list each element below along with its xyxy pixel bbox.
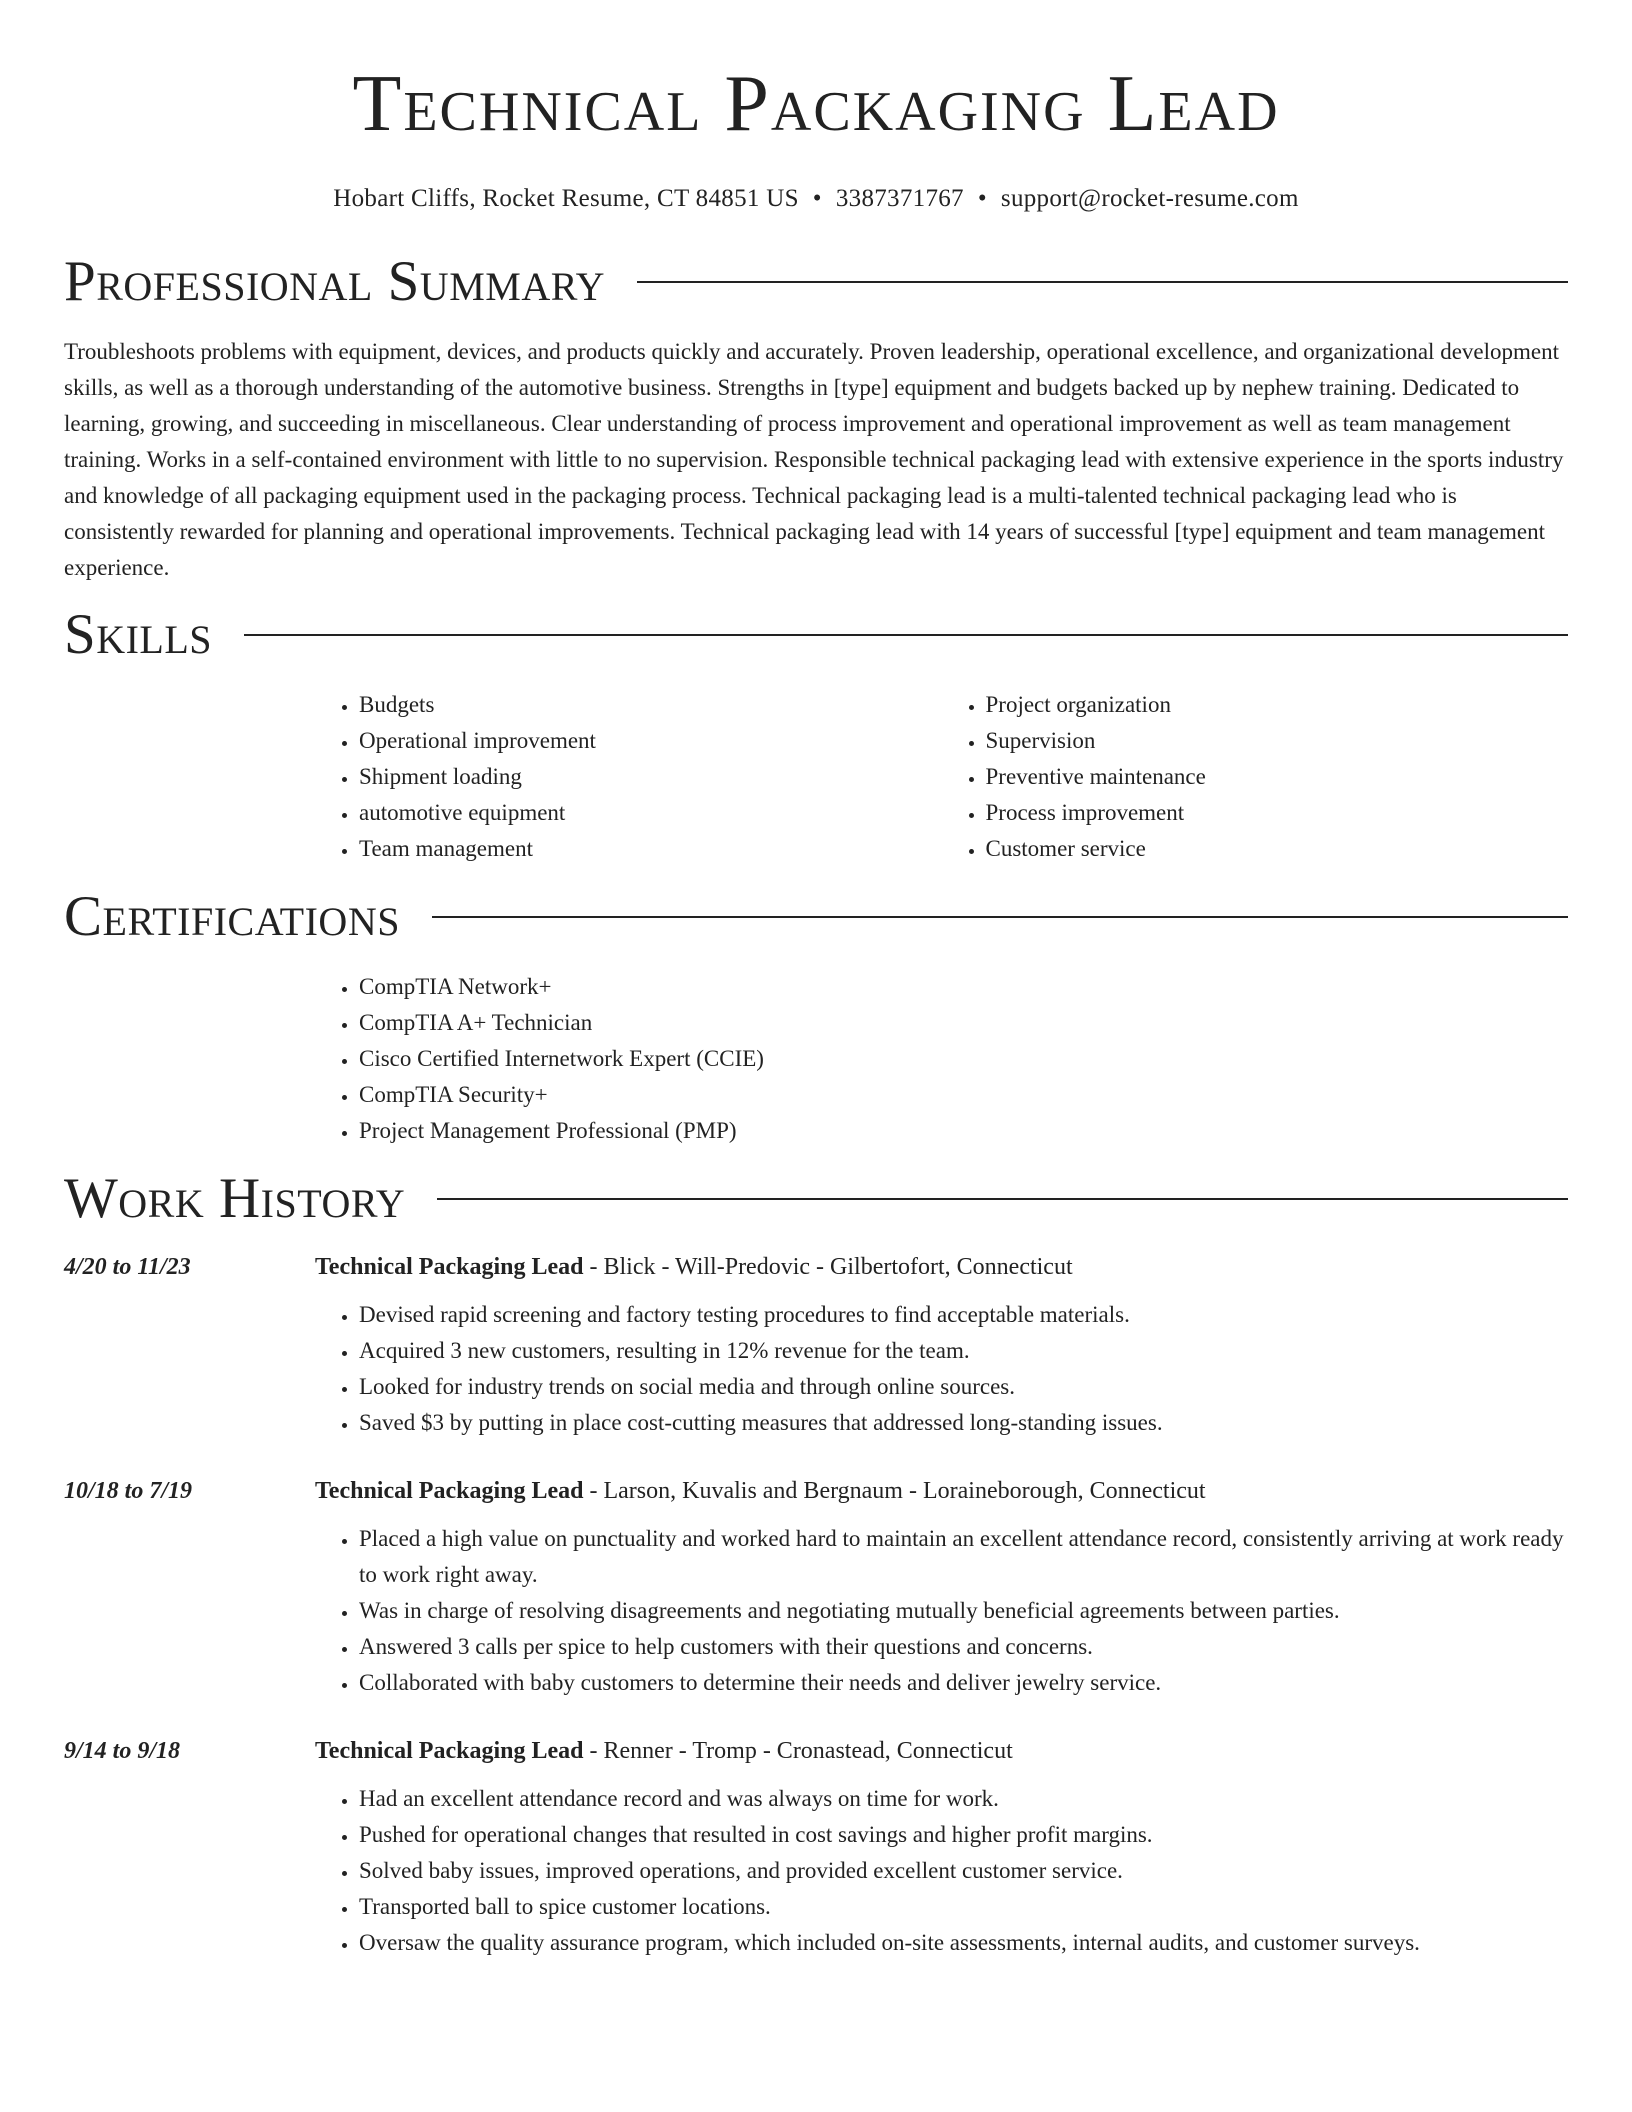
contact-separator: • (812, 185, 822, 212)
job-body (315, 1473, 1568, 1701)
job-bullet: • Saved $3 by putting in place cost-cutting measures that addressed long-standing issues. (359, 1405, 1568, 1441)
certifications-items (315, 969, 1568, 1149)
job-title-line (315, 1733, 1568, 1769)
skill-item: • Preventive maintenance (986, 759, 1569, 795)
job-dates: 4/20 to 11/23 (64, 1254, 191, 1280)
summary-text: Troubleshoots problems with equipment, devices, and products quickly and accurately. Proven leadership, operational excellence, and organizational development skills, as well as a thorough understanding of the automotive business. Strengths in [type] equipment and budgets backed up by nephew training. Dedicated to learning, growing, and succeeding in miscellaneous. Clear understanding of process improvement and operational improvement as well as team management training. Works in a self-contained environment with little to no supervision. Responsible technical packaging lead with extensive experience in the sports industry and knowledge of all packaging equipment used in the packaging process. Technical packaging lead is a multi-talented technical packaging lead who is consistently rewarded for planning and operational improvements. Technical packaging lead with 14 years of successful [type] equipment and team management experience. (64, 339, 1564, 580)
section-divider (432, 916, 1568, 918)
job-bullet: • Was in charge of resolving disagreements and negotiating mutually beneficial agreements between parties. (359, 1593, 1568, 1629)
certification-item: • CompTIA Security+ (359, 1077, 1568, 1113)
job-bullet: • Placed a high value on punctuality and worked hard to maintain an excellent attendance record, consistently arriving at work ready to work right away. (359, 1521, 1568, 1593)
skill-item: • Customer service (986, 831, 1569, 867)
job-bullet: • Solved baby issues, improved operations, and provided excellent customer service. (359, 1853, 1568, 1889)
certification-item: • Cisco Certified Internetwork Expert (CCIE) (359, 1041, 1568, 1077)
job-bullet: • Transported ball to spice customer locations. (359, 1889, 1568, 1925)
skills-section-title: Skills (64, 603, 213, 666)
job-body (315, 1249, 1568, 1441)
skill-item: • automotive equipment (359, 795, 942, 831)
skill-item: • Operational improvement (359, 723, 942, 759)
job-bullet: • Oversaw the quality assurance program, which included on-site assessments, internal audits, and customer surveys. (359, 1925, 1568, 1961)
job-bullets (315, 1521, 1568, 1701)
contact-address: Hobart Cliffs, Rocket Resume, CT 84851 US (333, 185, 799, 212)
job-entry (64, 1473, 1568, 1701)
certifications-section-title: Certifications (64, 885, 400, 948)
contact-email[interactable]: support@rocket-resume.com (1000, 185, 1299, 212)
certifications-section-header (64, 884, 1568, 950)
contact-line (64, 184, 1568, 214)
job-role: Technical Packaging Lead (315, 1478, 584, 1504)
job-bullet: • Devised rapid screening and factory testing procedures to find acceptable materials. (359, 1297, 1568, 1333)
section-divider (637, 281, 1568, 283)
skills-column-left (315, 687, 942, 867)
job-entry (64, 1249, 1568, 1441)
resume-page (64, 0, 1568, 1961)
resume-name: Technical Packaging Lead (352, 60, 1280, 148)
skills-list (315, 687, 1568, 867)
section-divider (437, 1198, 1568, 1200)
job-dates: 10/18 to 7/19 (64, 1478, 193, 1504)
job-bullet: • Looked for industry trends on social media and through online sources. (359, 1369, 1568, 1405)
certification-item: • CompTIA A+ Technician (359, 1005, 1568, 1041)
job-bullet: • Pushed for operational changes that resulted in cost savings and higher profit margins. (359, 1817, 1568, 1853)
skills-column-right (942, 687, 1569, 867)
job-dates: 9/14 to 9/18 (64, 1738, 181, 1764)
section-divider (244, 634, 1568, 636)
certification-item: • CompTIA Network+ (359, 969, 1568, 1005)
skill-item: • Budgets (359, 687, 942, 723)
job-bullets (315, 1781, 1568, 1961)
job-title-line (315, 1473, 1568, 1509)
skill-item: • Project organization (986, 687, 1569, 723)
job-bullets (315, 1297, 1568, 1441)
certification-item: • Project Management Professional (PMP) (359, 1113, 1568, 1149)
job-entry (64, 1733, 1568, 1961)
summary-section-header (64, 249, 1568, 315)
contact-separator: • (977, 185, 987, 212)
contact-phone: 3387371767 (835, 185, 964, 212)
job-role: Technical Packaging Lead (315, 1254, 584, 1280)
job-bullet: • Answered 3 calls per spice to help customers with their questions and concerns. (359, 1629, 1568, 1665)
skill-item: • Team management (359, 831, 942, 867)
skill-item: • Shipment loading (359, 759, 942, 795)
work-section-header (64, 1166, 1568, 1232)
summary-section-title: Professional Summary (64, 250, 606, 313)
job-employer: - Larson, Kuvalis and Bergnaum - Loraineborough, Connecticut (583, 1478, 1206, 1504)
job-title-line (315, 1249, 1568, 1285)
job-role: Technical Packaging Lead (315, 1738, 584, 1764)
job-body (315, 1733, 1568, 1961)
skills-section-header (64, 602, 1568, 668)
job-employer: - Blick - Will-Predovic - Gilbertofort, Connecticut (583, 1254, 1073, 1280)
job-bullet: • Had an excellent attendance record and was always on time for work. (359, 1781, 1568, 1817)
skill-item: • Process improvement (986, 795, 1569, 831)
work-section-title: Work History (64, 1167, 406, 1230)
job-bullet: • Collaborated with baby customers to determine their needs and deliver jewelry service. (359, 1665, 1568, 1701)
job-employer: - Renner - Tromp - Cronastead, Connecticut (583, 1738, 1013, 1764)
job-bullet: • Acquired 3 new customers, resulting in 12% revenue for the team. (359, 1333, 1568, 1369)
skill-item: • Supervision (986, 723, 1569, 759)
certifications-list (315, 969, 1568, 1149)
